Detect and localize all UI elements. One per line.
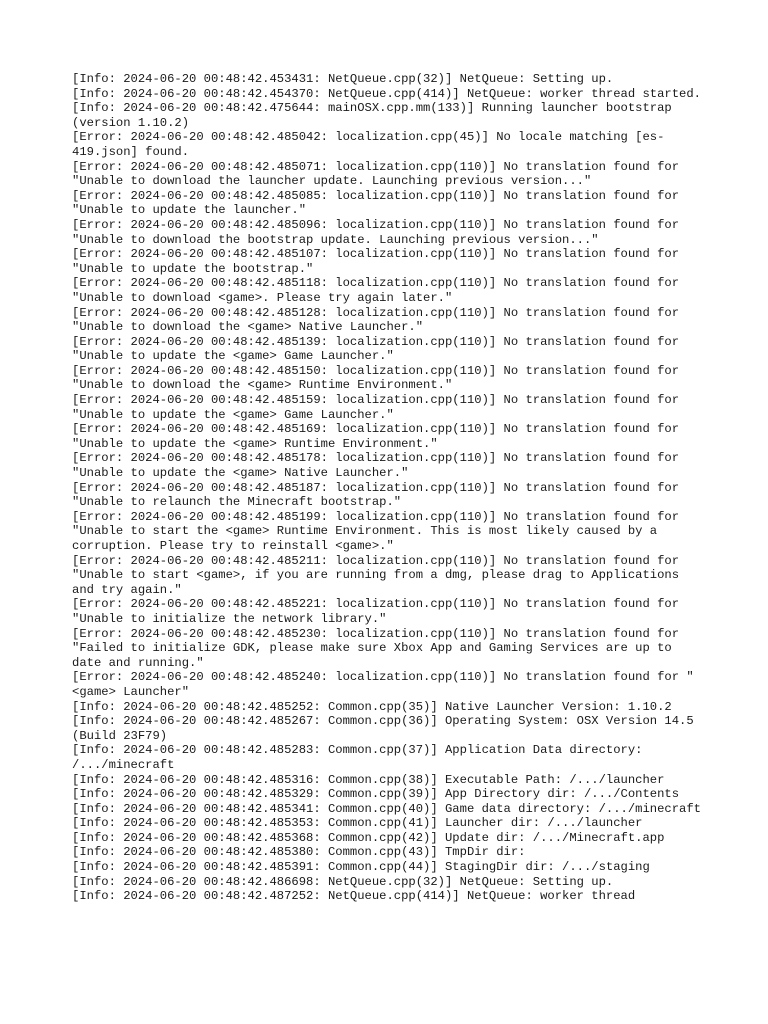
- log-line: [Info: 2024-06-20 00:48:42.485391: Common.cpp(44)] StagingDir dir: /.../staging: [72, 860, 650, 875]
- log-line: [Info: 2024-06-20 00:48:42.485283: Common.cpp(37)] Application Data directory: /.../minecraft: [72, 743, 650, 772]
- log-line: [Error: 2024-06-20 00:48:42.485071: localization.cpp(110)] No translation found for "Unable to download the launcher update. Launching previous version...": [72, 159, 687, 189]
- log-line: [Info: 2024-06-20 00:48:42.485368: Common.cpp(42)] Update dir: /.../Minecraft.app: [72, 830, 665, 845]
- log-line: [Error: 2024-06-20 00:48:42.485107: localization.cpp(110)] No translation found for "Unable to update the bootstrap.": [72, 247, 687, 276]
- log-line: [Error: 2024-06-20 00:48:42.485240: localization.cpp(110)] No translation found for "<game> Launcher": [72, 670, 694, 699]
- log-line: [Info: 2024-06-20 00:48:42.485267: Common.cpp(36)] Operating System: OSX Version 14.5 (Build 23F79): [72, 714, 701, 743]
- log-line: [Info: 2024-06-20 00:48:42.487252: NetQueue.cpp(414)] NetQueue: worker thread: [72, 889, 636, 904]
- log-line: [Error: 2024-06-20 00:48:42.485221: localization.cpp(110)] No translation found for "Unable to initialize the network library.": [72, 597, 687, 626]
- log-line: [Info: 2024-06-20 00:48:42.485329: Common.cpp(39)] App Directory dir: /.../Contents: [72, 787, 680, 802]
- log-line: [Error: 2024-06-20 00:48:42.485187: localization.cpp(110)] No translation found for "Unable to relaunch the Minecraft bootstrap.": [72, 480, 687, 510]
- log-line: [Info: 2024-06-20 00:48:42.453431: NetQueue.cpp(32)] NetQueue: Setting up.: [72, 72, 614, 86]
- log-line: [Error: 2024-06-20 00:48:42.485150: localization.cpp(110)] No translation found for "Unable to download the <game> Runtime Environment.": [72, 363, 687, 393]
- log-line: [Info: 2024-06-20 00:48:42.485252: Common.cpp(35)] Native Launcher Version: 1.10.2: [72, 699, 672, 714]
- log-line: [Error: 2024-06-20 00:48:42.485230: localization.cpp(110)] No translation found for "Failed to initialize GDK, please make sure Xbox App and Gaming Services are up to date and running.": [72, 626, 687, 670]
- log-line: [Error: 2024-06-20 00:48:42.485139: localization.cpp(110)] No translation found for "Unable to update the <game> Game Launcher.": [72, 334, 687, 364]
- log-line: [Error: 2024-06-20 00:48:42.485096: localization.cpp(110)] No translation found for "Unable to download the bootstrap update. Launching previous version...": [72, 217, 687, 247]
- log-line: [Info: 2024-06-20 00:48:42.485353: Common.cpp(41)] Launcher dir: /.../launcher: [72, 816, 643, 831]
- log-line: [Error: 2024-06-20 00:48:42.485159: localization.cpp(110)] No translation found for "Unable to update the <game> Game Launcher.": [72, 393, 687, 422]
- log-line: [Error: 2024-06-20 00:48:42.485128: localization.cpp(110)] No translation found for "Unable to download the <game> Native Launcher.": [72, 305, 687, 335]
- log-line: [Error: 2024-06-20 00:48:42.485169: localization.cpp(110)] No translation found for "Unable to update the <game> Runtime Environment.": [72, 422, 687, 451]
- log-line: [Error: 2024-06-20 00:48:42.485178: localization.cpp(110)] No translation found for "Unable to update the <game> Native Launcher.": [72, 451, 687, 481]
- log-line: [Error: 2024-06-20 00:48:42.485211: localization.cpp(110)] No translation found for "Unable to start <game>, if you are running from a dmg, please drag to Applications and try again.": [72, 553, 687, 597]
- log-line: [Info: 2024-06-20 00:48:42.485380: Common.cpp(43)] TmpDir dir:: [72, 845, 526, 860]
- log-line: [Info: 2024-06-20 00:48:42.454370: NetQueue.cpp(414)] NetQueue: worker thread started.: [72, 86, 701, 101]
- log-line: [Info: 2024-06-20 00:48:42.475644: mainOSX.cpp.mm(133)] Running launcher bootstrap (version 1.10.2): [72, 101, 680, 130]
- log-text-block: [72, 72, 704, 904]
- log-line: [Error: 2024-06-20 00:48:42.485199: localization.cpp(110)] No translation found for "Unable to start the <game> Runtime Environment. This is most likely caused by a corruption. Please try to reinstall <game>.": [72, 509, 687, 553]
- log-line: [Error: 2024-06-20 00:48:42.485042: localization.cpp(45)] No locale matching [es-419.json] found.: [72, 130, 665, 159]
- log-line: [Error: 2024-06-20 00:48:42.485085: localization.cpp(110)] No translation found for "Unable to update the launcher.": [72, 188, 687, 218]
- log-line: [Error: 2024-06-20 00:48:42.485118: localization.cpp(110)] No translation found for "Unable to download <game>. Please try again later.": [72, 276, 687, 305]
- log-line: [Info: 2024-06-20 00:48:42.486698: NetQueue.cpp(32)] NetQueue: Setting up.: [72, 874, 614, 889]
- log-line: [Info: 2024-06-20 00:48:42.485316: Common.cpp(38)] Executable Path: /.../launcher: [72, 772, 665, 787]
- log-line: [Info: 2024-06-20 00:48:42.485341: Common.cpp(40)] Game data directory: /.../minecraft: [72, 801, 701, 816]
